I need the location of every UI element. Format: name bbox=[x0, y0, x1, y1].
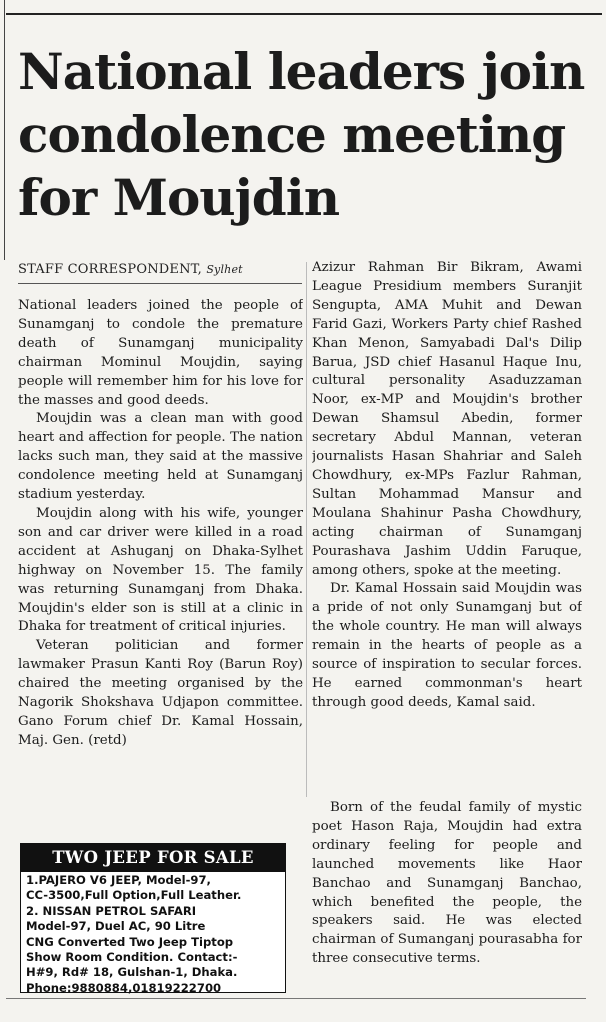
ad-line: Model-97, Duel AC, 90 Litre bbox=[26, 919, 206, 934]
paragraph: Moujdin was a clean man with good heart and affection for people. The nation lacks such man, they said at the massive condolence meeting held at Sunamganj stadium yesterday. bbox=[18, 411, 303, 503]
paragraph: Moujdin along with his wife, younger son and car driver were killed in a road accident at Ashuganj on Dhaka-Sylhet highway on November 15. The family was returning Sunamganj from Dhaka. Moujdin's elder son is still at a clinic in Dhaka for treatment of critical injuries. bbox=[18, 505, 303, 635]
ad-line: CC-3500,Full Option,Full Leather. bbox=[26, 888, 242, 903]
top-border-rule bbox=[6, 13, 602, 15]
ad-body bbox=[21, 872, 285, 996]
byline-name: STAFF CORRESPONDENT, bbox=[18, 262, 202, 277]
ad-line: 1.PAJERO V6 JEEP, Model-97, bbox=[26, 873, 211, 887]
paragraph: Azizur Rahman Bir Bikram, Awami League Presidium members Suranjit Sengupta, AMA Muhit and Dewan Farid Gazi, Workers Party chief Rashed Khan Menon, Samyabadi Dal's Dilip Barua, JSD chief Hasanul Haque Inu, cultural personality Asaduzzaman Noor, ex-MP and Moujdin's brother Dewan Shamsul Abedin, former secretary Abdul Mannan, veteran journalists Hasan Shahriar and Saleh Chowdhury, ex-MPs Fazlur Rahman, Sultan Mohammad Mansur and Moulana Shahinur Pasha Chowdhury, acting chairman of Sunamganj Pourashava Jashim Uddin Faruque, among others, spoke at the meeting. bbox=[312, 260, 582, 578]
paragraph: National leaders joined the people of Sunamganj to condole the premature death of Sunamganj municipality chairman Mominul Moujdin, saying people will remember him for his love for the masses and good deeds. bbox=[18, 298, 303, 408]
ad-line: Phone:9880884,01819222700 bbox=[26, 980, 222, 995]
ad-line: H#9, Rd# 18, Gulshan-1, Dhaka. bbox=[26, 965, 238, 980]
article-headline: National leaders join condolence meeting for Moujdin bbox=[18, 42, 585, 227]
paragraph: Born of the feudal family of mystic poet Hason Raja, Moujdin had extra ordinary feeling for people and launched movements like Haor Banchao and Sunamganj Banchao, which benefited the people, the speakers said. He was elected chairman of Sumanganj pourasabha for three consecutive terms. bbox=[312, 800, 582, 967]
article-column-left bbox=[18, 297, 303, 827]
ad-line: CNG Converted Two Jeep Tiptop bbox=[26, 934, 234, 949]
paragraph: Dr. Kamal Hossain said Moujdin was a pride of not only Sunamganj but of the whole country. He man will always remain in the hearts of people as a source of inspiration to secular forces. He earned commonman's heart through good deeds, Kamal said. bbox=[312, 581, 582, 710]
left-border-rule bbox=[4, 0, 5, 260]
article-column-right-top bbox=[312, 259, 582, 796]
ad-line: Show Room Condition. Contact:- bbox=[26, 950, 238, 965]
ad-title: TWO JEEP FOR SALE bbox=[21, 844, 285, 872]
byline bbox=[18, 261, 303, 279]
byline-place: Sylhet bbox=[206, 263, 243, 276]
column-divider bbox=[306, 262, 307, 797]
article-column-right-bottom bbox=[312, 799, 582, 999]
byline-rule bbox=[18, 283, 302, 284]
bottom-border-rule bbox=[6, 998, 586, 999]
ad-line: 2. NISSAN PETROL SAFARI bbox=[26, 903, 197, 918]
classified-advertisement bbox=[20, 843, 286, 993]
paragraph: Veteran politician and former lawmaker Prasun Kanti Roy (Barun Roy) chaired the meeting organised by the Nagorik Shokshava Udjapon committee. Gano Forum chief Dr. Kamal Hossain, Maj. Gen. (retd) bbox=[18, 638, 303, 748]
